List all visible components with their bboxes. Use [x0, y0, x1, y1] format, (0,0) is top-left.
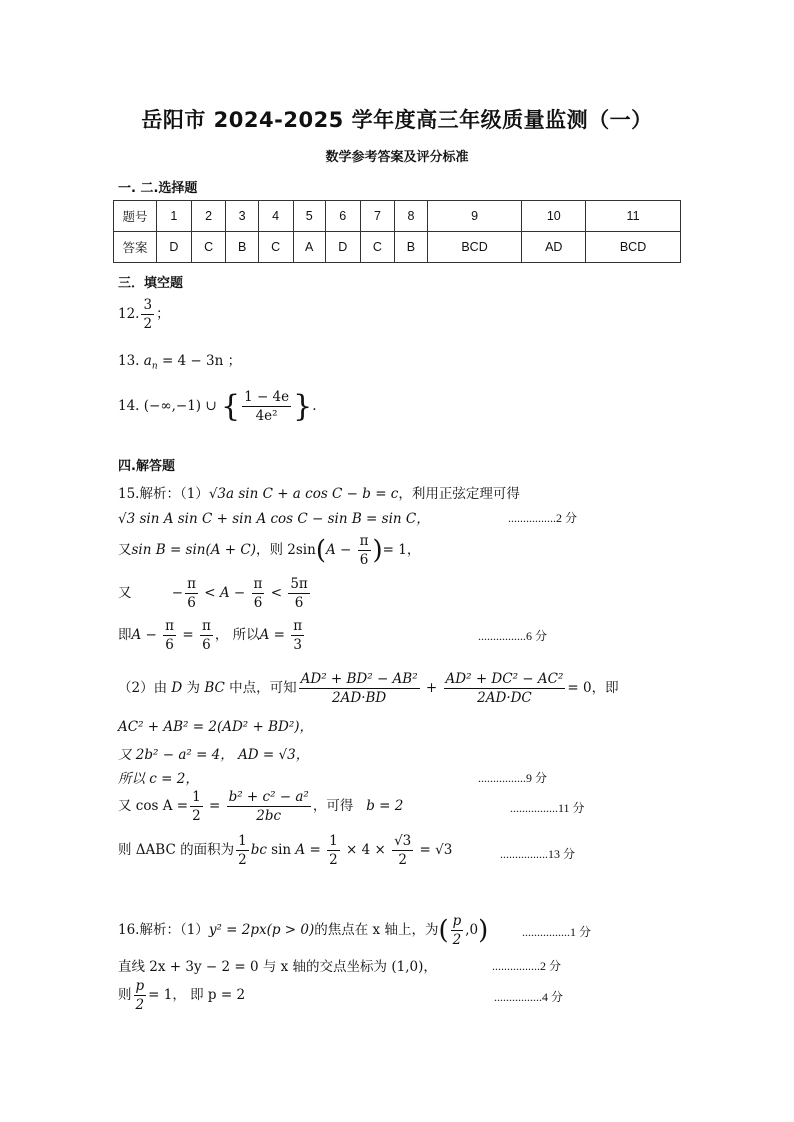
- table-row-label: 答案: [114, 232, 157, 263]
- table-cell: C: [258, 232, 293, 263]
- section-solution-heading: 四.解答题: [118, 459, 175, 474]
- table-cell: C: [191, 232, 226, 263]
- table-cell: 8: [395, 201, 427, 232]
- q15-line-3: 又sin B = sin(A + C)，则 2sin(A − $\frac{\pi}{6}$ )= 1，: [118, 533, 421, 568]
- page-subtitle: 数学参考答案及评分标准: [325, 150, 469, 165]
- table-cell: 7: [360, 201, 395, 232]
- answer-q12: 12. $\frac{3}{2}$ ；: [118, 297, 170, 332]
- section-choice-heading: 一. 二.选择题: [118, 181, 198, 196]
- score-mark: ................4 分: [494, 990, 564, 1004]
- fraction: $\frac{1 - 4e}{\text{4e²}}$: [244, 389, 290, 424]
- score-mark: ................1 分: [522, 925, 592, 939]
- q15-line-1: 15.解析：（1）√3a sin C + a cos C − b = c，利用正弦定理可得: [118, 486, 520, 502]
- q16-line-3: 则 $\frac{p}{2}$ = 1， 即 p = 2: [118, 978, 246, 1013]
- table-cell: 5: [293, 201, 325, 232]
- answer-table: [113, 200, 681, 263]
- q15-line-2: √3 sin A sin C + sin A cos C − sin B = sin C，: [118, 511, 430, 527]
- table-cell: 2: [191, 201, 226, 232]
- table-cell: 1: [157, 201, 192, 232]
- table-cell: C: [360, 232, 395, 263]
- table-cell: 9: [427, 201, 522, 232]
- table-cell: BCD: [586, 232, 681, 263]
- score-mark: ................2 分: [508, 511, 578, 525]
- table-cell: 4: [258, 201, 293, 232]
- page-title: 岳阳市 2024-2025 学年度高三年级质量监测（一）: [141, 108, 653, 132]
- table-cell: 10: [522, 201, 586, 232]
- q15-part2-line-6: 则 ΔABC 的面积为 $\frac{1}{2}$ bc sin A = $\frac{1}{2}$ × 4 × $\frac{√3}{2}$ = √3: [118, 833, 453, 868]
- table-cell: BCD: [427, 232, 522, 263]
- table-cell: 6: [325, 201, 360, 232]
- table-cell: B: [395, 232, 427, 263]
- table-cell: D: [325, 232, 360, 263]
- q15-part2-line-2: AC² + AB² = 2(AD² + BD²)，: [118, 719, 314, 735]
- table-cell: A: [293, 232, 325, 263]
- question-number: 12.: [118, 306, 140, 322]
- q16-line-2: 直线 2x + 3y − 2 = 0 与 x 轴的交点坐标为 (1,0)，: [118, 959, 437, 975]
- q15-part2-line-4: 所以 c = 2，: [118, 771, 199, 787]
- section-fill-heading: 三．填空题: [118, 276, 184, 291]
- table-cell: 3: [226, 201, 258, 232]
- table-row-numbers: [114, 201, 681, 232]
- q15-part2-line-1: （2）由 D 为 BC 中点，可知 $\frac{\text{AD² + BD² − AB²}}{2AD\cdot BD}$ + $\frac{\text{AD² + DC² − AC²}}{2AD\cdot DC}$ = 0，即: [118, 671, 619, 706]
- fraction: $\frac{3}{2}$: [143, 297, 153, 332]
- table-cell: 11: [586, 201, 681, 232]
- table-cell: D: [157, 232, 192, 263]
- answer-q14: 14. (−∞,−1) ∪ { $\frac{1 - 4e}{\text{4e²}}$ }.: [118, 389, 317, 424]
- score-mark: ................9 分: [478, 771, 548, 785]
- table-cell: AD: [522, 232, 586, 263]
- answer-q13: 13. $a_n = 4 - 3n$ ；: [118, 353, 242, 372]
- table-row-label: 题号: [114, 201, 157, 232]
- q15-part2-line-5: 又 cos A = $\frac{1}{2}$ = $\frac{\text{b² + c² − a²}}{2bc}$ ，可得 b = 2: [118, 789, 404, 824]
- q15-line-4: 又 − $\frac{\pi}{6}$ < A − $\frac{\pi}{6}$ < $\frac{5\pi}{6}$: [118, 576, 308, 611]
- score-mark: ................13 分: [500, 847, 576, 861]
- score-mark: ................6 分: [478, 629, 548, 643]
- score-mark: ................2 分: [492, 959, 562, 973]
- q15-line-5: 即A − $\frac{\pi}{6}$ = $\frac{\pi}{6}$ ， 所以A = $\frac{\pi}{3}$: [118, 618, 303, 653]
- table-cell: B: [226, 232, 258, 263]
- score-mark: ................11 分: [510, 801, 585, 815]
- q16-line-1: 16.解析：（1）y² = 2px(p > 0)的焦点在 x 轴上，为( $\frac{p}{2}$ ,0): [118, 913, 489, 948]
- table-row-answers: [114, 232, 681, 263]
- q15-part2-line-3: 又 2b² − a² = 4， AD = √3，: [118, 747, 310, 763]
